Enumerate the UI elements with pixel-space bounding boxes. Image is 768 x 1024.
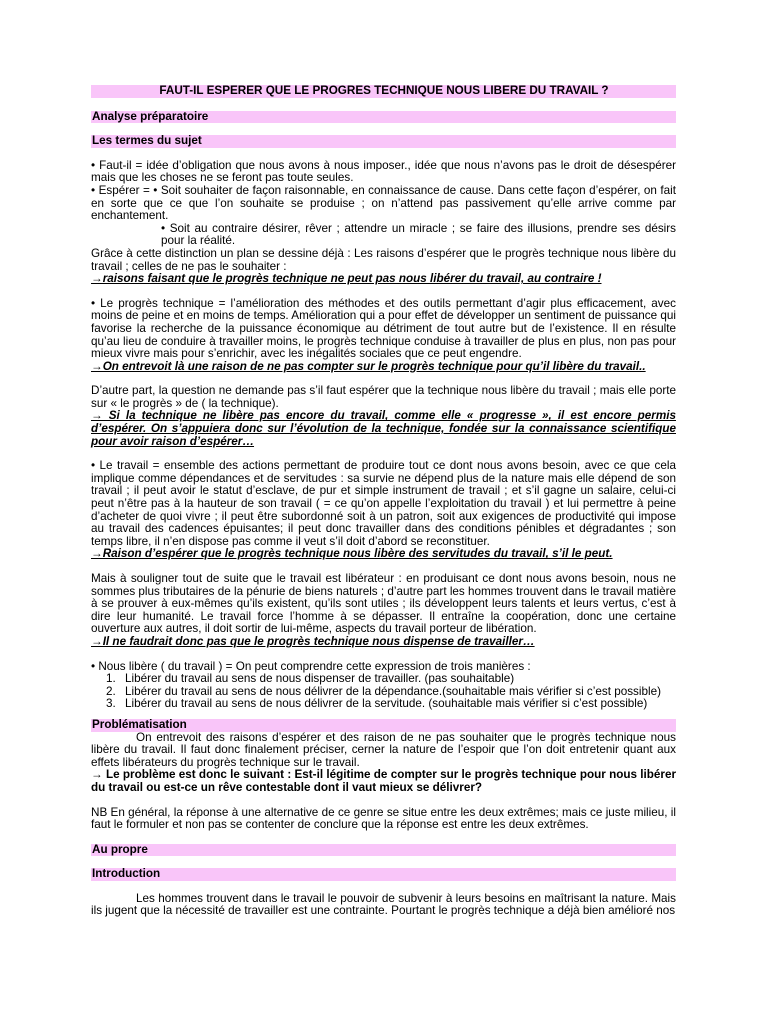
- heading-au-propre: Au propre: [91, 844, 676, 857]
- paragraph-autre-part: D’autre part, la question ne demande pas s’il faut espérer que la technique nous libère du travail ; mais elle porte sur « le progrès » de ( la technique).: [91, 384, 676, 410]
- heading-termes: Les termes du sujet: [91, 135, 676, 148]
- list-item: 3. Libérer du travail au sens de nous délivrer de la servitude. (souhaitable mais vérifier si c’est possible): [119, 698, 676, 711]
- paragraph-liberateur: Mais à souligner tout de suite que le travail est libérateur : en produisant ce dont nous avons besoin, nous ne sommes plus tributaires de la pénurie de biens naturels ; d’autre part les hommes trouvent dans le travail matière à se prouver à eux-mêmes qu’ils existent, qu’ils sont utiles ; ils développent leurs talents et leurs vertus, c’est à dire leur humanité. Le travail force l’homme à se dépasser. Il entraîne la coopération, donc une certaine ouverture aux autres, il doit sortir de lui-même, aspects du travail porteur de libération.: [91, 572, 676, 636]
- heading-analyse: Analyse préparatoire: [91, 111, 676, 124]
- paragraph-raisons: →raisons faisant que le progrès technique ne peut pas nous libérer du travail, au contraire !: [91, 272, 602, 286]
- paragraph-esperer: • Espérer = • Soit souhaiter de façon raisonnable, en connaissance de cause. Dans cette façon d’espérer, on fait en sorte que ce que l’on souhaite se produise ; on n’attend pas passivement qu’elle arrive comme par enchantement.: [91, 183, 676, 223]
- paragraph-autre-part-conclusion: → Si la technique ne libère pas encore du travail, comme elle « progresse », il est encore permis d’espérer. On s’appuiera donc sur l’évolution de la technique, fondée sur la connaissance scientifique pour avoir raison d’espérer…: [91, 409, 676, 448]
- document-title: FAUT-IL ESPERER QUE LE PROGRES TECHNIQUE NOUS LIBERE DU TRAVAIL ?: [91, 85, 676, 98]
- paragraph-progres: • Le progrès technique = l’amélioration des méthodes et des outils permettant d’agir plus efficacement, avec moins de peine et en moins de temps. Amélioration qui a pour effet de développer un sentiment de puissance qui favorise la recherche de la puissance économique au détriment de tout autre but de l’existence. Il en résulte qu’au lieu de conduire à travailler moins, le progrès technique conduise à travailler de plus en plus, non pas pour mieux vivre mais pour s’enrichir, avec les inégalités sociales que ce peut engendre.: [91, 296, 676, 361]
- paragraph-probleme: → Le problème est donc le suivant : Est-il légitime de compter sur le progrès technique pour nous libérer du travail ou est-ce un rêve contestable dont il vaut mieux se délivrer?: [91, 768, 676, 794]
- paragraph-nb: NB En général, la réponse à une alternative de ce genre se situe entre les deux extrêmes; mais ce juste milieu, il faut le formuler et non pas se contenter de conclure que la réponse est entre les deux extrêmes.: [91, 805, 676, 832]
- paragraph-introduction: Les hommes trouvent dans le travail le pouvoir de subvenir à leurs besoins en maîtrisant la nature. Mais ils jugent que la nécessité de travailler est une contrainte. Pourtant le progrès technique a déjà bien amélioré nos: [91, 891, 676, 918]
- heading-introduction: Introduction: [91, 868, 676, 881]
- list-item: 1. Libérer du travail au sens de nous dispenser de travailler. (pas souhaitable): [119, 673, 676, 686]
- meanings-list: [91, 673, 676, 711]
- paragraph-travail-conclusion: →Raison d’espérer que le progrès technique nous libère des servitudes du travail, s’il le peut.: [91, 547, 613, 561]
- paragraph-distinction: Grâce à cette distinction un plan se dessine déjà : Les raisons d’espérer que le progrès technique nous libère du travail ; celles de ne pas le souhaiter :: [91, 246, 676, 273]
- paragraph-progres-conclusion: →On entrevoit là une raison de ne pas compter sur le progrès technique pour qu’il libère du travail..: [91, 359, 646, 373]
- paragraph-esperer-contraire: • Soit au contraire désirer, rêver ; attendre un miracle ; se faire des illusions, prendre ses désirs pour la réalité.: [161, 221, 676, 248]
- paragraph-problematisation: On entrevoit des raisons d’espérer et des raison de ne pas souhaiter que le progrès technique nous libère du travail. Il faut donc finalement préciser, cerner la nature de l’espoir que l’on doit entretenir quant aux effets libérateurs du progrès technique sur le travail.: [91, 730, 676, 769]
- paragraph-faut-il: • Faut-il = idée d’obligation que nous avons à nous imposer., idée que nous n’avons pas le droit de désespérer mais que les choses ne se feront pas toute seules.: [91, 158, 676, 185]
- paragraph-liberateur-conclusion: →Il ne faudrait donc pas que le progrès technique nous dispense de travailler…: [91, 634, 535, 648]
- heading-problematisation: Problématisation: [91, 719, 676, 732]
- paragraph-nous-libere: • Nous libère ( du travail ) = On peut comprendre cette expression de trois manières :: [91, 659, 531, 673]
- list-item: 2. Libérer du travail au sens de nous délivrer de la dépendance.(souhaitable mais vérifier si c’est possible): [119, 686, 676, 699]
- document-page: [91, 85, 676, 918]
- paragraph-travail: • Le travail = ensemble des actions permettant de produire tout ce dont nous avons besoin, avec ce que cela implique comme dépendances et de servitudes : sa survie ne dépend plus de la nature mais elle dépend de son travail ; il peut avoir le statut d’esclave, de pur et simple instrument de travail ; et s’il gagne un salaire, celui-ci peut n’être pas à la hauteur de son travail ( = ce qu’on appelle l’exploitation du travail ) et lui permettre à peine d’acheter de quoi vivre ; il peut être subordonné soit à un patron, soit aux exigences de productivité qui impose au travail des cadences épuisantes; il peut donc travailler dans des conditions pénibles et dégradantes ; son temps libre, il n’en dispose pas comme il veut s’il doit d’abord se reconstituer.: [91, 459, 676, 548]
